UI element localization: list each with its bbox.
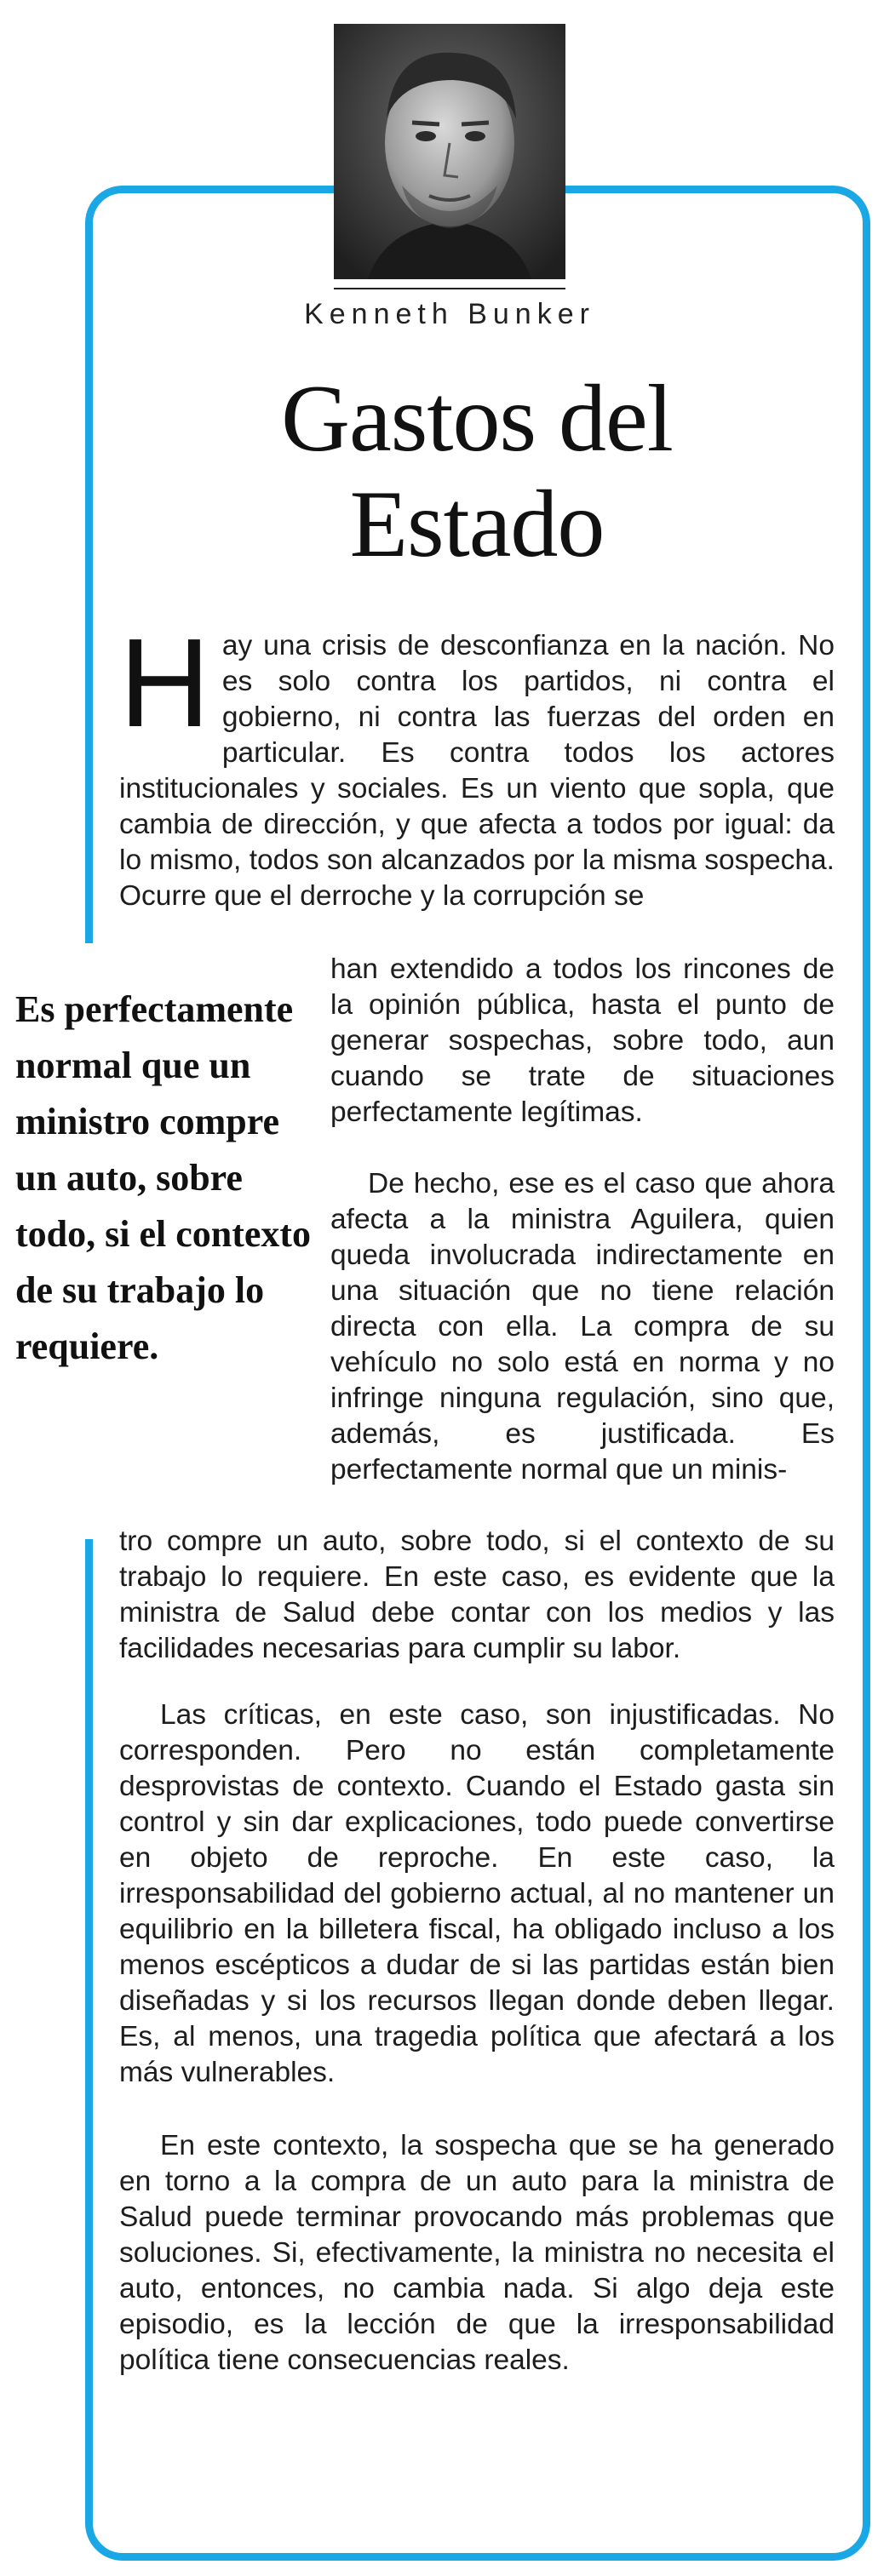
paragraph-text-1: ay una crisis de desconfianza en la nación. No es solo contra los partidos, ni contra el gobierno, ni contra las fuerzas del orden en particular. Es contra todos los actores institucionales y sociales. Es un viento que sopla, que cambia de dirección, y que afecta a todos por igual: da lo mismo, todos son alcanzados por la misma sospecha. Ocurre que el derroche y la corrupción se: [119, 630, 835, 912]
article-paragraph-2: De hecho, ese es el caso que ahora afecta a la ministra Aguilera, quien queda involucrada indirectamente en una situación que no tiene relación directa con ella. La compra de su vehículo no solo está en norma y no infringe ninguna regulación, sino que, además, es justificada. Es perfectamente normal que un minis-: [330, 1168, 835, 1485]
article-paragraph-2-continued: tro compre un auto, sobre todo, si el contexto de su trabajo lo requiere. En este caso, es evidente que la ministra de Salud debe contar con los medios y las facilidades necesarias para cumplir su labor.: [119, 1526, 835, 1664]
author-name: Kenneth Bunker: [304, 298, 595, 330]
byline-rule: [334, 288, 565, 289]
article-paragraph-1-continued: han extendido a todos los rincones de la opinión pública, hasta el punto de generar sospechas, sobre todo, aun cuando se trate de situaciones perfectamente legítimas.: [330, 953, 835, 1128]
article-title: Gastos del Estado: [281, 366, 673, 577]
author-photo: [334, 24, 565, 279]
drop-cap: H: [119, 613, 210, 753]
article-paragraph-4: En este contexto, la sospecha que se ha generado en torno a la compra de un auto para la ministra de Salud puede terminar provocando más problemas que soluciones. Si, efectivamente, la ministra no necesita el auto, entonces, no cambia nada. Si algo deja este episodio, es la lección de que la irresponsabilidad política tiene consecuencias reales.: [119, 2130, 835, 2376]
article-paragraph-3: Las críticas, en este caso, son injustificadas. No corresponden. Pero no están completamente desprovistas de contexto. Cuando el Estado gasta sin control y sin dar explicaciones, todo puede convertirse en objeto de reproche. En este caso, la irresponsabilidad del gobierno actual, al no mantener un equilibrio en la billetera fiscal, ha obligado incluso a los menos escépticos a dudar de si las partidas están bien diseñadas y si los recursos llegan donde deben llegar. Es, al menos, una tragedia política que afectará a los más vulnerables.: [119, 1699, 835, 2088]
author-photo-image: [334, 24, 565, 279]
pull-quote: Es perfectamente normal que un ministro compre un auto, sobre todo, si el contexto de su trabajo lo requiere.: [15, 988, 312, 1367]
article-paragraph-1: [119, 613, 835, 914]
